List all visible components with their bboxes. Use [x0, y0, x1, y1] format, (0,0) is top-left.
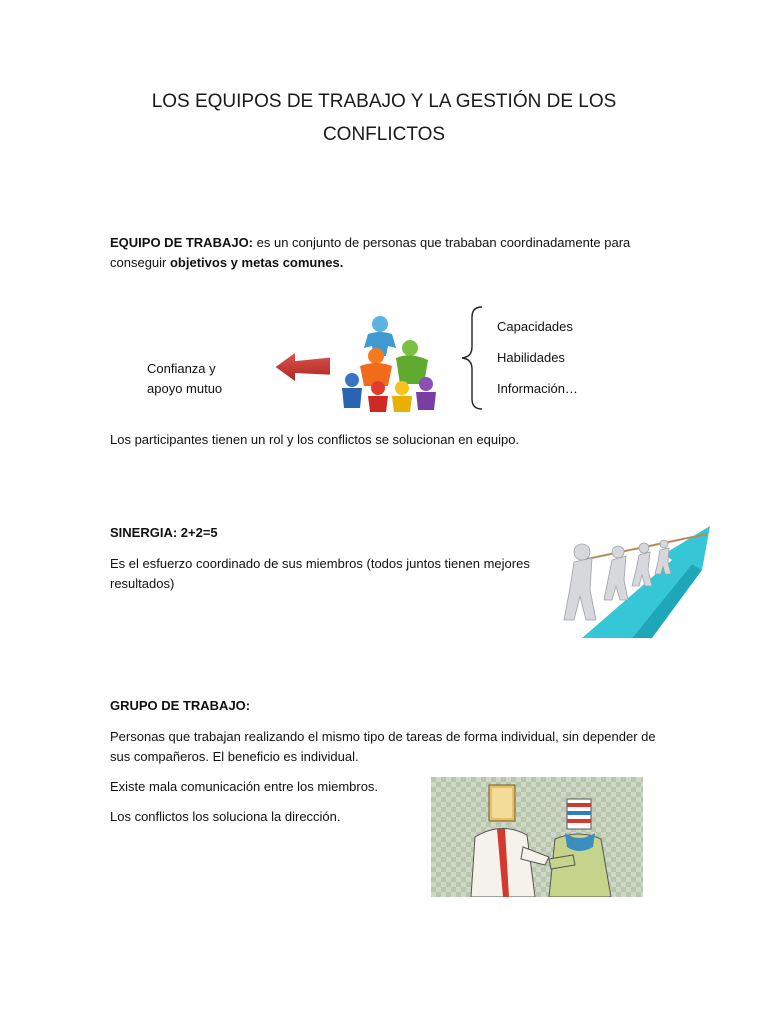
curly-brace-icon: [460, 305, 486, 411]
equipo-def-b-bold: objetivos y metas comunes.: [169, 255, 344, 270]
grupo-term: [110, 696, 250, 716]
sinergia-definition: [110, 554, 540, 594]
equipo-definition: [110, 233, 670, 273]
title-line-2: CONFLICTOS: [322, 124, 446, 145]
list-item-capacidades: Capacidades: [497, 319, 573, 334]
equipo-def-b: conseguir: [110, 255, 170, 270]
conflict-illustration: [431, 777, 643, 897]
equipo-def-a: es un conjunto de personas que trababan coordinadamente para: [253, 235, 631, 250]
title-line-1: LOS EQUIPOS DE TRABAJO Y LA GESTIÓN DE LOS: [151, 91, 617, 112]
grupo-term-text: GRUPO DE TRABAJO:: [110, 698, 251, 713]
equipo-term: EQUIPO DE TRABAJO:: [110, 235, 254, 250]
capabilities-list: [497, 311, 578, 404]
confianza-line-2: apoyo mutuo: [147, 381, 223, 396]
sinergia-def-2: resultados): [110, 576, 175, 591]
left-arrow-icon: [272, 348, 338, 386]
team-people-illustration: [330, 312, 442, 414]
confianza-label: [147, 359, 222, 399]
sinergia-term: [110, 523, 218, 543]
equipo-note: Los participantes tienen un rol y los conflictos se solucionan en equipo.: [110, 432, 520, 447]
grupo-def-2: sus compañeros. El beneficio es individual.: [110, 749, 359, 764]
sinergia-def-1: Es el esfuerzo coordinado de sus miembros (todos juntos tienen mejores: [110, 556, 530, 571]
confianza-line-1: Confianza y: [147, 361, 216, 376]
page-title: [0, 85, 768, 151]
list-item-informacion: Información…: [497, 381, 578, 396]
grupo-line-3: Los conflictos los soluciona la dirección.: [110, 809, 341, 824]
grupo-definition: [110, 727, 670, 767]
list-item-habilidades: Habilidades: [497, 350, 565, 365]
sinergia-term-text: SINERGIA: 2+2=5: [110, 525, 218, 540]
teamwork-arrow-illustration: [552, 520, 717, 638]
grupo-line-2: Existe mala comunicación entre los miembros.: [110, 779, 379, 794]
grupo-def-1: Personas que trabajan realizando el mismo tipo de tareas de forma individual, sin depender de: [110, 729, 656, 744]
